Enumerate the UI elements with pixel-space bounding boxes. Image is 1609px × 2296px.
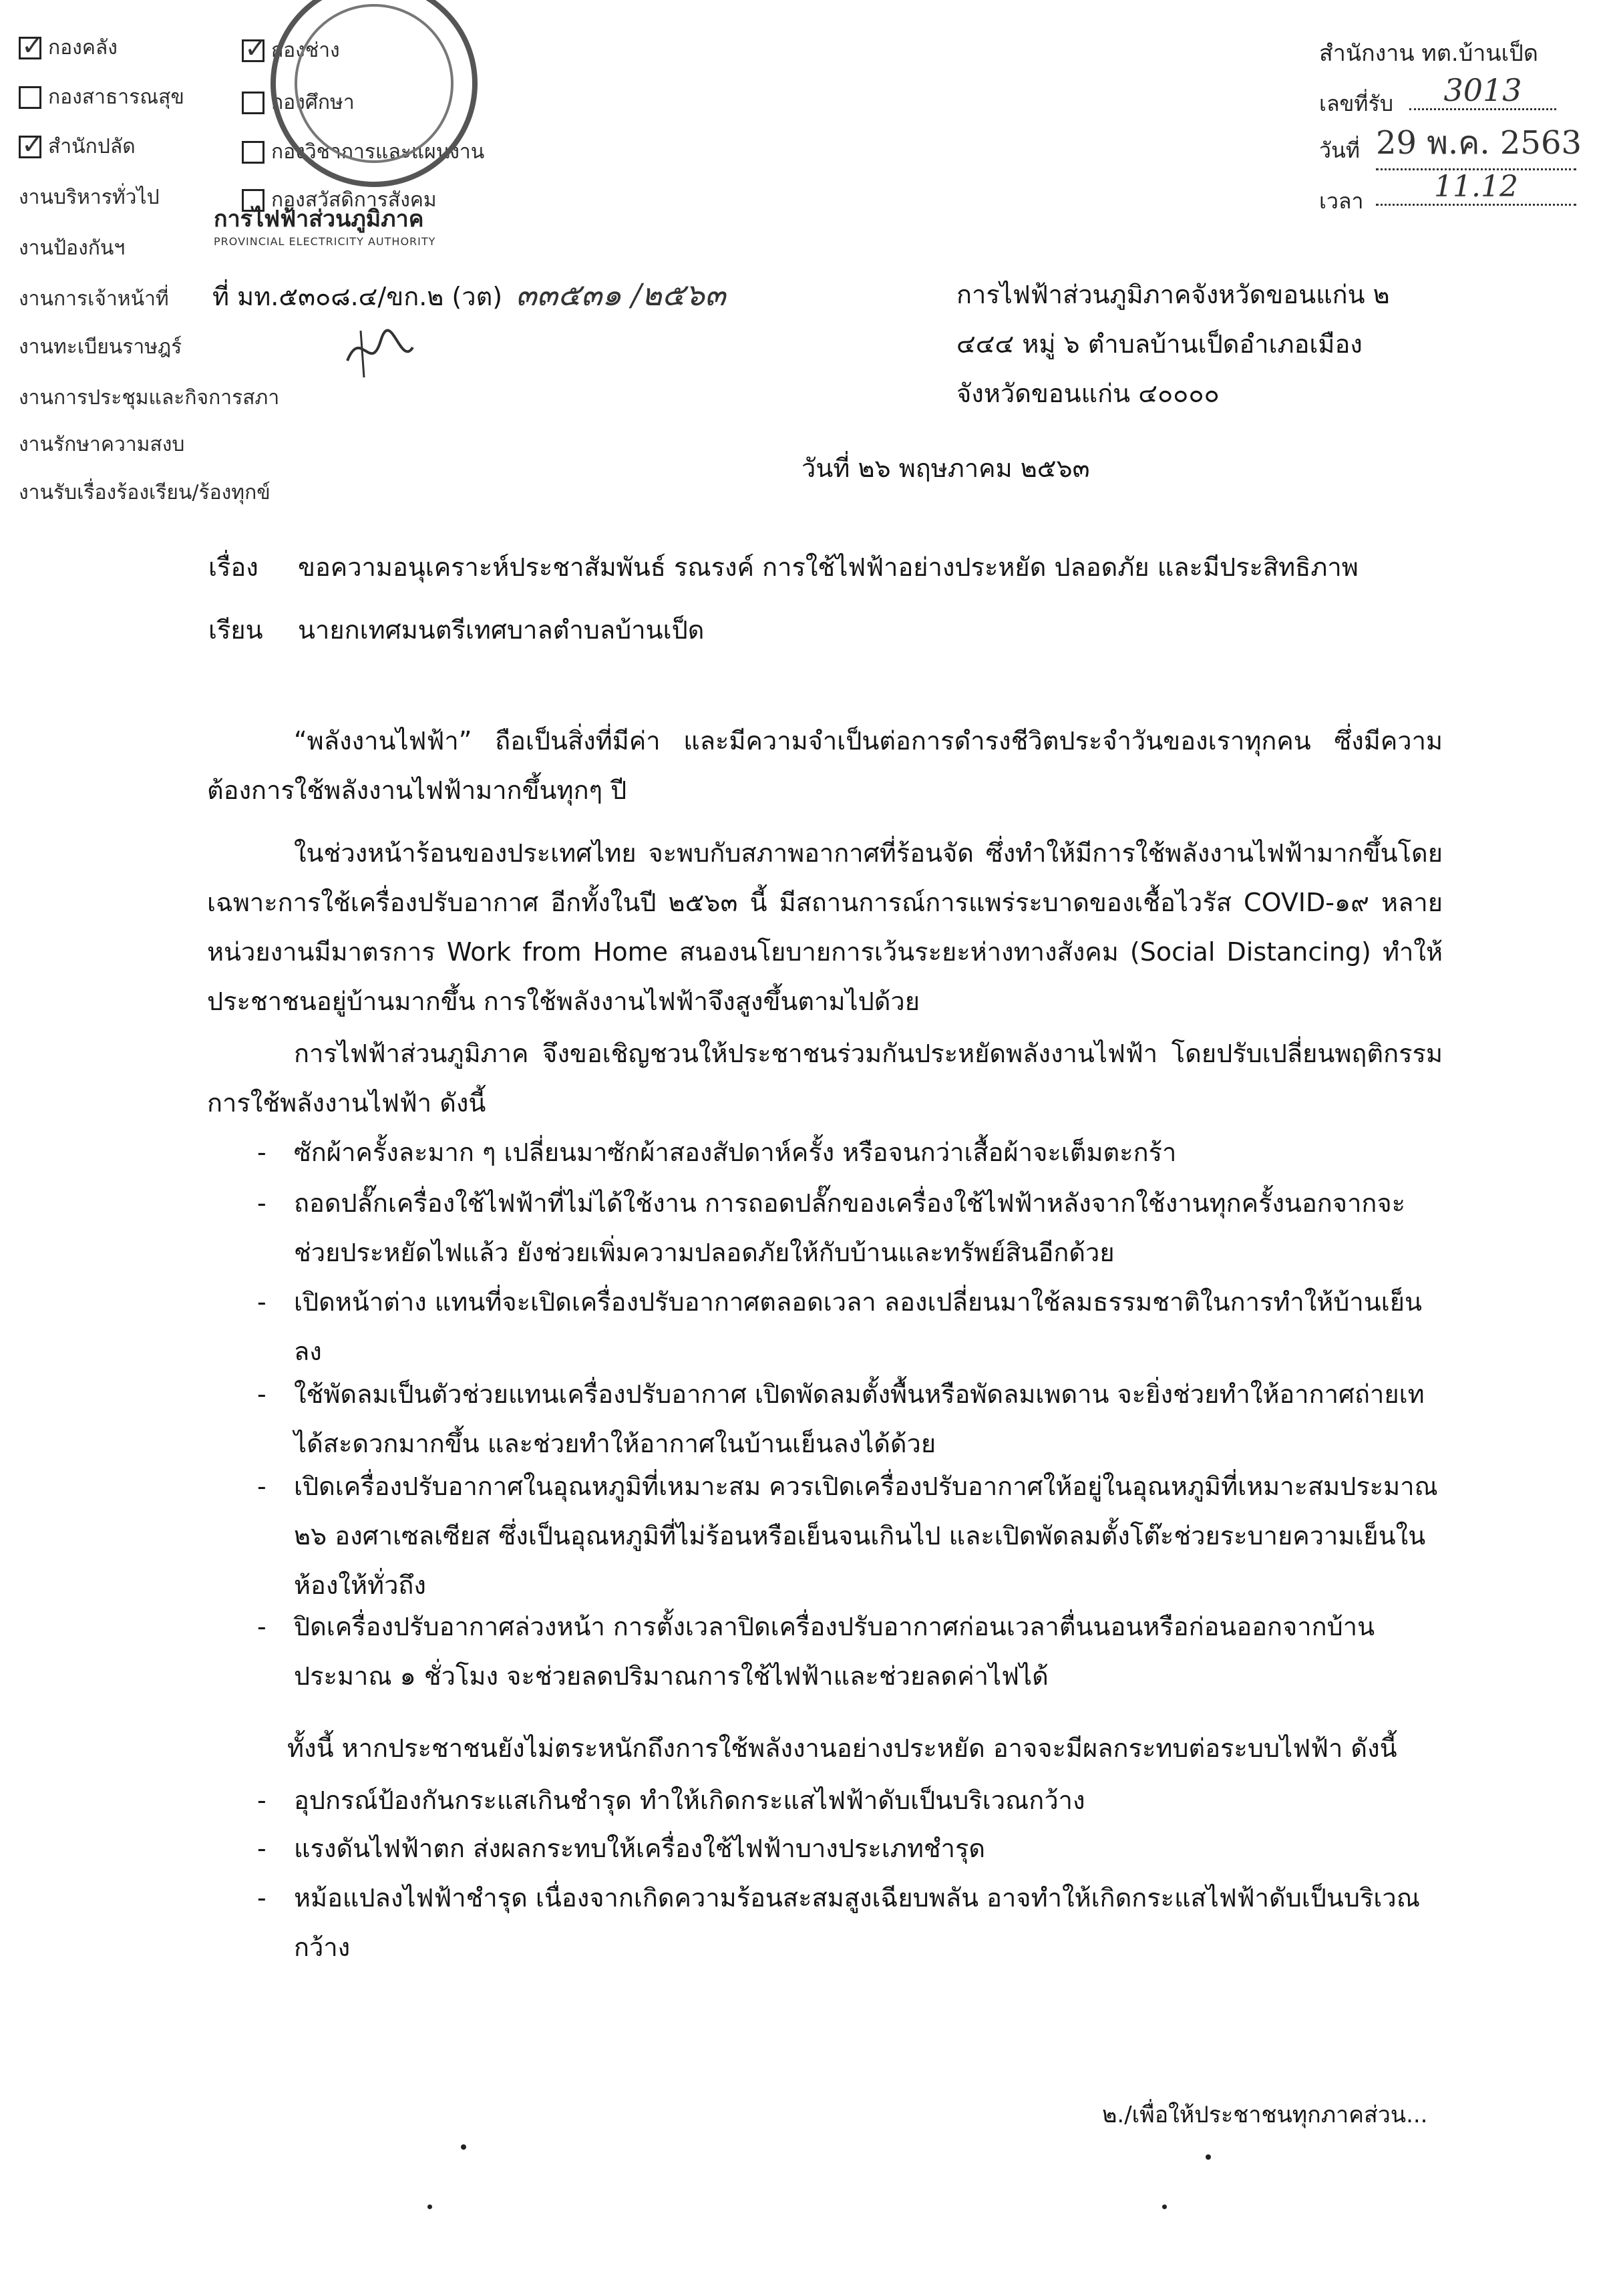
list-item: - แรงดันไฟฟ้าตก ส่งผลกระทบให้เครื่องใช้ไฟฟ้าบางประเภทชำรุด	[257, 1834, 986, 1863]
list-item: - เปิดเครื่องปรับอากาศในอุณหภูมิที่เหมาะสม ควรเปิดเครื่องปรับอากาศให้อยู่ในอุณหภูมิที่เหมาะสมประมาณ ๒๖ องศาเซลเซียส ซึ่งเป็นอุณหภูมิที่ไม่ร้อนหรือเย็นจนเกินไป และเปิดพัดลมตั้งโต๊ะช่วยระบายความเย็นในห้องให้ทั่วถึง	[257, 1472, 1438, 1600]
checkbox-icon	[242, 141, 264, 164]
checkbox-icon	[19, 37, 41, 59]
checkbox-icon	[242, 39, 264, 62]
subject-label: เรื่อง	[208, 552, 258, 582]
initials-signature-icon	[334, 321, 421, 381]
receipt-date-label: วันที่	[1319, 138, 1360, 163]
receipt-number-label: เลขที่รับ	[1319, 91, 1394, 116]
list-item: - ถอดปลั๊กเครื่องใช้ไฟฟ้าที่ไม่ได้ใช้งาน การถอดปลั๊กของเครื่องใช้ไฟฟ้าหลังจากใช้งานทุกครั้งนอกจากจะช่วยประหยัดไฟแล้ว ยังช่วยเพิ่มความปลอดภัยให้กับบ้านและทรัพย์สินอีกด้วย	[257, 1188, 1406, 1267]
list-item: - เปิดหน้าต่าง แทนที่จะเปิดเครื่องปรับอากาศตลอดเวลา ลองเปลี่ยนมาใช้ลมธรรมชาติในการทำให้บ้านเย็นลง	[257, 1287, 1422, 1366]
stamp-item-education: กองศึกษา	[242, 87, 355, 118]
reference-label: ที่	[212, 282, 230, 311]
letter-date: วันที่ ๒๖ พฤษภาคม ๒๕๖๓	[801, 454, 1090, 483]
stamp-item-planning: กองวิชาการและแผนงาน	[242, 136, 484, 168]
scan-speck	[1162, 2204, 1167, 2209]
subject-text: ขอความอนุเคราะห์ประชาสัมพันธ์ รณรงค์ การใช้ไฟฟ้าอย่างประหยัด ปลอดภัย และมีประสิทธิภาพ	[298, 552, 1359, 582]
stamp-item-personnel: งานการเจ้าหน้าที่	[19, 287, 169, 311]
receipt-time-value: 11.12	[1376, 170, 1576, 206]
to-label: เรียน	[208, 615, 263, 645]
stamp-item-health: กองสาธารณสุข	[19, 81, 184, 113]
sender-address-line-1: การไฟฟ้าส่วนภูมิภาคจังหวัดขอนแก่น ๒	[956, 280, 1390, 309]
stamp-item-welfare: กองสวัสดิการสังคม	[242, 184, 437, 216]
sender-address-line-2: ๔๔๔ หมู่ ๖ ตำบลบ้านเป็ดอำเภอเมือง	[956, 329, 1363, 359]
stamp-item-office: ✓ สำนักปลัด	[19, 131, 136, 162]
stamp-item-complaints: งานรับเรื่องร้องเรียน/ร้องทุกข์	[19, 481, 271, 504]
reference-number: มท.๕๓๐๘.๔/ขก.๒ (วต)	[237, 282, 503, 311]
checkbox-icon	[19, 136, 41, 158]
checkbox-icon	[242, 92, 264, 114]
to-text: นายกเทศมนตรีเทศบาลตำบลบ้านเป็ด	[298, 615, 705, 645]
list-item: - ปิดเครื่องปรับอากาศล่วงหน้า การตั้งเวลาปิดเครื่องปรับอากาศก่อนเวลาตื่นนอนหรือก่อนออกจากบ้านประมาณ ๑ ชั่วโมง จะช่วยลดปริมาณการใช้ไฟฟ้าและช่วยลดค่าไฟได้	[257, 1612, 1375, 1691]
checkbox-icon	[19, 86, 41, 109]
paragraph-3: การไฟฟ้าส่วนภูมิภาค จึงขอเชิญชวนให้ประชาชนร่วมกันประหยัดพลังงานไฟฟ้า โดยปรับเปลี่ยนพฤติกรรมการใช้พลังงานไฟฟ้า ดังนี้	[207, 1039, 1443, 1118]
scan-speck	[461, 2144, 466, 2150]
stamp-item-security: งานรักษาความสงบ	[19, 433, 185, 456]
scan-speck	[1206, 2154, 1211, 2160]
stamp-item-council: งานการประชุมและกิจการสภา	[19, 386, 280, 409]
org-name-th: การไฟฟ้าส่วนภูมิภาค	[214, 206, 424, 232]
paragraph-4: ทั้งนี้ หากประชาชนยังไม่ตระหนักถึงการใช้พลังงานอย่างประหยัด อาจจะมีผลกระทบต่อระบบไฟฟ้า ดังนี้	[287, 1734, 1397, 1763]
receipt-number-value: 3013	[1409, 72, 1556, 110]
stamp-item-admin: งานบริหารทั่วไป	[19, 186, 160, 209]
receipt-date-value: 29 พ.ค. 2563	[1376, 118, 1576, 170]
receipt-office: สำนักงาน ทต.บ้านเป็ด	[1319, 40, 1538, 67]
reference-handwritten: ๓๓๕๓๑ /๒๕๖๓	[516, 277, 726, 313]
paragraph-1: “พลังงานไฟฟ้า” ถือเป็นสิ่งที่มีค่า และมีความจำเป็นต่อการดำรงชีวิตประจำวันของเราทุกคน ซึ่งมีความต้องการใช้พลังงานไฟฟ้ามากขึ้นทุกๆ ปี	[207, 726, 1443, 805]
list-item: - อุปกรณ์ป้องกันกระแสเกินชำรุด ทำให้เกิดกระแสไฟฟ้าดับเป็นบริเวณกว้าง	[257, 1786, 1085, 1815]
list-item: - ซักผ้าครั้งละมาก ๆ เปลี่ยนมาซักผ้าสองสัปดาห์ครั้ง หรือจนกว่าเสื้อผ้าจะเต็มตะกร้า	[257, 1138, 1177, 1167]
list-item: - ใช้พัดลมเป็นตัวช่วยแทนเครื่องปรับอากาศ เปิดพัดลมตั้งพื้นหรือพัดลมเพดาน จะยิ่งช่วยทำให้อากาศถ่ายเทได้สะดวกมากขึ้น และช่วยทำให้อากาศในบ้านเย็นลงได้ด้วย	[257, 1379, 1425, 1458]
sender-address-line-3: จังหวัดขอนแก่น ๔๐๐๐๐	[956, 379, 1220, 408]
list-item: - หม้อแปลงไฟฟ้าชำรุด เนื่องจากเกิดความร้อนสะสมสูงเฉียบพลัน อาจทำให้เกิดกระแสไฟฟ้าดับเป็นบริเวณกว้าง	[257, 1883, 1421, 1962]
receipt-time-label: เวลา	[1319, 188, 1364, 214]
stamp-item-engineering: ✓ กองช่าง	[242, 35, 340, 66]
reference-line	[212, 270, 725, 321]
scan-speck	[427, 2204, 432, 2209]
stamp-item-registry: งานทะเบียนราษฎร์	[19, 335, 182, 359]
continuation-note: ๒./เพื่อให้ประชาชนทุกภาคส่วน...	[1102, 2102, 1428, 2128]
org-name-en: PROVINCIAL ELECTRICITY AUTHORITY	[214, 235, 436, 248]
paragraph-2: ในช่วงหน้าร้อนของประเทศไทย จะพบกับสภาพอากาศที่ร้อนจัด ซึ่งทำให้มีการใช้พลังงานไฟฟ้ามากขึ้นโดยเฉพาะการใช้เครื่องปรับอากาศ อีกทั้งในปี ๒๕๖๓ นี้ มีสถานการณ์การแพร่ระบาดของเชื้อไวรัส COVID-๑๙ หลายหน่วยงานมีมาตรการ Work from Home สนองนโยบายการเว้นระยะห่างทางสังคม (Social Distancing) ทำให้ประชาชนอยู่บ้านมากขึ้น การใช้พลังงานไฟฟ้าจึงสูงขึ้นตามไปด้วย	[207, 838, 1443, 1016]
stamp-item-prevention: งานป้องกันฯ	[19, 236, 126, 260]
stamp-item-finance: ✓ กองคลัง	[19, 32, 118, 63]
